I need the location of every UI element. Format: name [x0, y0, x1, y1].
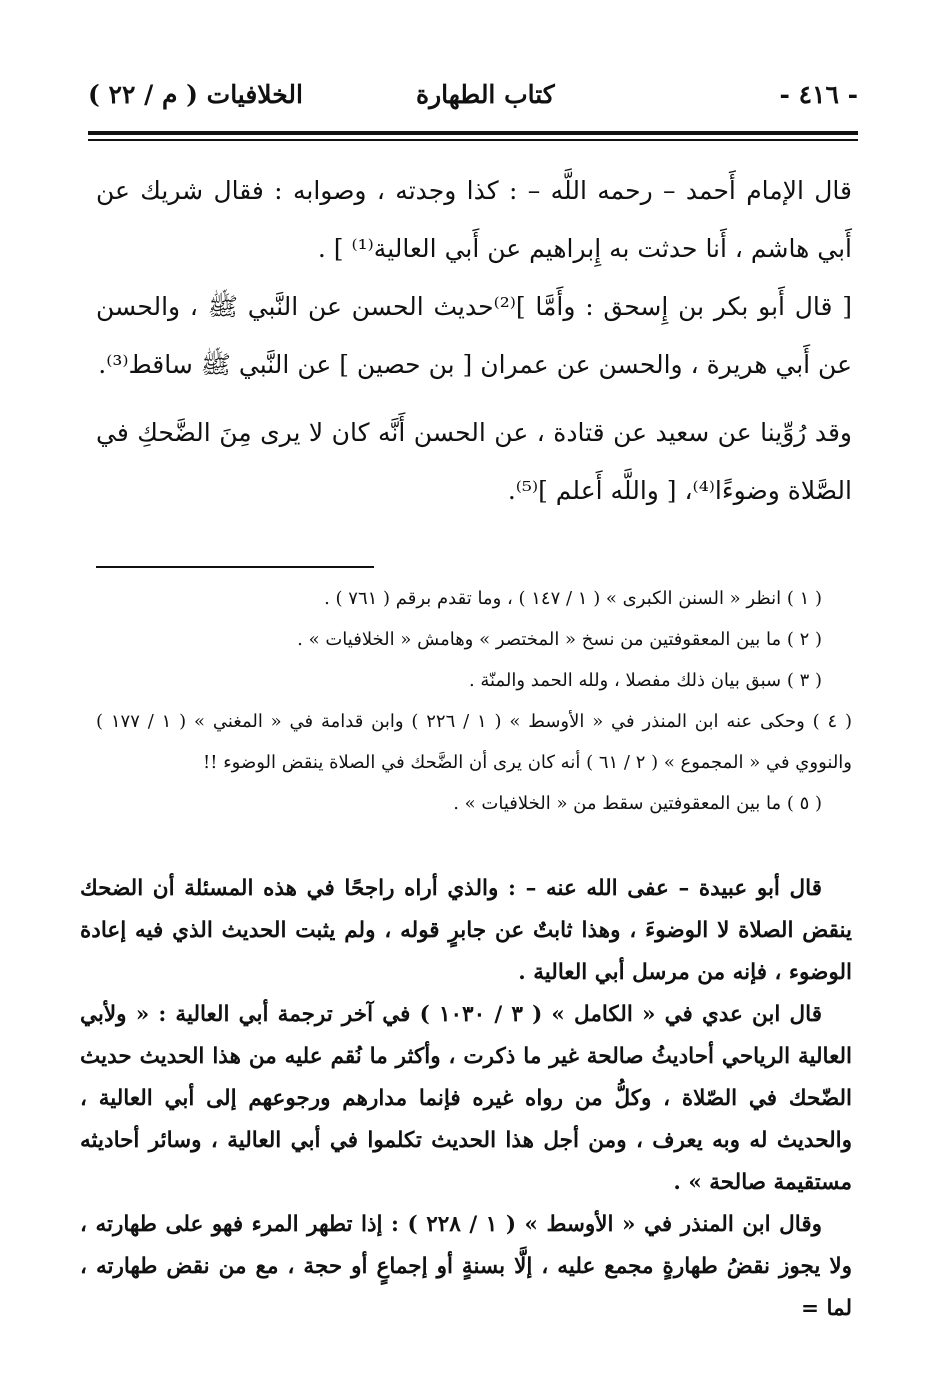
footnote: ( ٢ ) ما بين المعقوفتين من نسخ « المختصر » وهامش « الخلافيات » . [297, 629, 822, 650]
running-header [88, 80, 858, 124]
footnote: ( ٥ ) ما بين المعقوفتين سقط من « الخلافيات » . [453, 793, 822, 814]
header-rule-thick [88, 131, 858, 135]
page-number: - ٤١٦ - [779, 80, 858, 109]
footnote: ( ٤ ) وحكى عنه ابن المنذر في « الأوسط » ( ١ / ٢٢٦ ) وابن قدامة في « المغني » ( ١ / ١٧٧ ) والنووي في « المجموع » ( ٢ / ٦١ ) أنه كان يرى أن الضَّحك في الصلاة ينقض الوضوء !! [96, 711, 852, 773]
commentary-paragraph: وقال ابن المنذر في « الأوسط » ( ١ / ٢٢٨ ) : إذا تطهر المرء فهو على طهارته ، ولا يجوز نقضُ طهارةٍ مجمع عليه ، إلَّا بسنةٍ أو إجماعٍ أو حجة ، مع من نقض طهارته ، لما = [80, 1212, 852, 1321]
footnote-separator [96, 566, 374, 568]
footnote: ( ٣ ) سبق بيان ذلك مفصلا ، ولله الحمد والمنّة . [468, 670, 822, 691]
header-rule-thin [88, 139, 858, 141]
footnotes [96, 578, 852, 824]
editor-commentary [80, 868, 852, 1330]
book-title: كتاب الطهارة [416, 80, 555, 109]
main-paragraph: وقد رُوِّينا عن سعيد عن قتادة ، عن الحسن أَنَّه كان لا يرى مِنَ الضَّحكِ في الصَّلاة وضوءًا⁽⁴⁾، [ واللَّه أَعلم ]⁽⁵⁾. [96, 418, 852, 505]
footnote: ( ١ ) انظر « السنن الكبرى » ( ١ / ١٤٧ ) ، وما تقدم برقم ( ٧٦١ ) . [324, 588, 822, 609]
main-paragraph: قال الإمام أَحمد – رحمه اللَّه – : كذا وجدته ، وصوابه : فقال شريك عن أَبي هاشم ، أَنا حدثت به إِبراهيم عن أَبي العالية⁽¹⁾ ] . [96, 176, 852, 263]
chapter-reference: الخلافيات ( م / ٢٢ ) [88, 80, 303, 109]
main-text [96, 162, 852, 520]
commentary-paragraph: قال ابن عدي في « الكامل » ( ٣ / ١٠٣٠ ) في آخر ترجمة أبي العالية : « ولأبي العالية الرياحي أحاديثُ صالحة غير ما ذكرت ، وأكثر ما نُقم عليه من هذا الحديث حديث الضّحك في الصّلاة ، وكلُّ من رواه غيره فإنما مدارهم ورجوعهم إلى أبي العالية ، والحديث له وبه يعرف ، ومن أجل هذا الحديث تكلموا في أبي العالية ، وسائر أحاديثه مستقيمة صالحة » . [80, 1002, 852, 1195]
commentary-paragraph: قال أبو عبيدة – عفى الله عنه – : والذي أراه راجحًا في هذه المسئلة أن الضحك ينقض الصلاة لا الوضوءَ ، وهذا ثابتٌ عن جابرٍ قوله ، ولم يثبت الحديث الذي فيه إعادة الوضوء ، فإنه من مرسل أبي العالية . [80, 876, 852, 985]
main-paragraph: [ قال أَبو بكر بن إِسحق : وأَمَّا ]⁽²⁾حديث الحسن عن النَّبي ﷺ ، والحسن عن أَبي هريرة ، والحسن عن عمران [ بن حصين ] عن النَّبي ﷺ ساقط⁽³⁾. [96, 292, 853, 379]
